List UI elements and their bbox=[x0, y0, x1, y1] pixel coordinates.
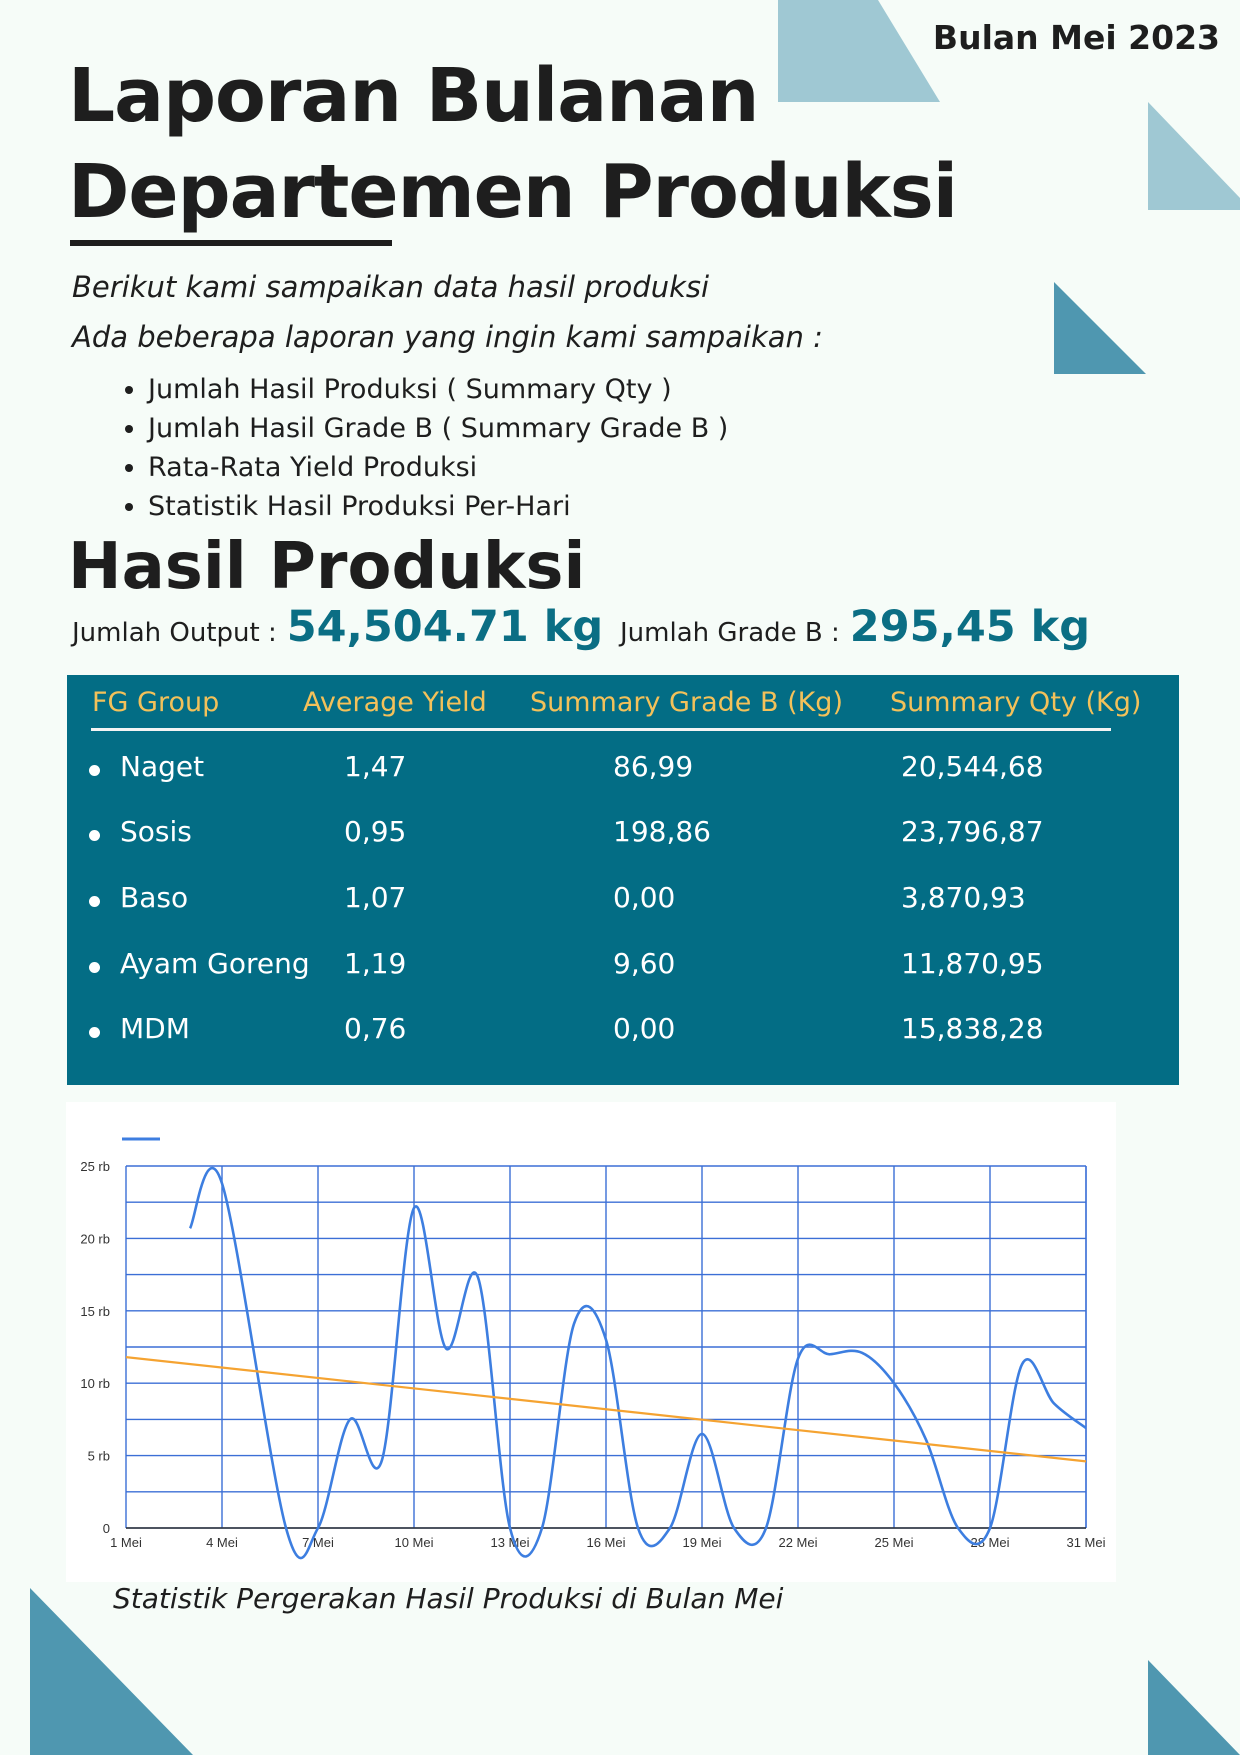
x-tick-label: 13 Mei bbox=[490, 1535, 530, 1550]
cell-average-yield: 0,95 bbox=[344, 815, 407, 848]
list-item: • Statistik Hasil Produksi Per-Hari bbox=[148, 487, 728, 526]
cell-fg-group: Ayam Goreng bbox=[120, 947, 310, 980]
gradeb-summary bbox=[620, 602, 1090, 652]
decorative-triangle-right-top bbox=[1148, 102, 1240, 210]
gradeb-label: Jumlah Grade B : bbox=[620, 618, 840, 648]
output-value: 54,504.71 kg bbox=[286, 602, 604, 652]
table-row bbox=[67, 947, 1179, 997]
header-summary-grade-b: Summary Grade B (Kg) bbox=[530, 687, 843, 718]
cell-grade-b: 198,86 bbox=[613, 815, 711, 848]
title-line-1: Laporan Bulanan bbox=[68, 53, 759, 139]
cell-average-yield: 0,76 bbox=[344, 1012, 407, 1045]
x-tick-label: 22 Mei bbox=[778, 1535, 818, 1550]
decorative-triangle-bottom-right bbox=[1148, 1660, 1240, 1755]
cell-qty: 3,870,93 bbox=[901, 881, 1026, 914]
y-tick-label: 0 bbox=[102, 1521, 110, 1536]
series-line-daily bbox=[190, 1168, 1086, 1558]
intro-line-2: Ada beberapa laporan yang ingin kami sampaikan : bbox=[72, 320, 823, 354]
cell-fg-group: Baso bbox=[120, 881, 189, 914]
page-title bbox=[68, 48, 957, 240]
cell-grade-b: 0,00 bbox=[613, 1012, 676, 1045]
bullet-dot bbox=[89, 896, 100, 907]
cell-fg-group: MDM bbox=[120, 1012, 190, 1045]
x-tick-label: 10 Mei bbox=[394, 1535, 434, 1550]
output-label: Jumlah Output : bbox=[72, 618, 277, 648]
x-tick-label: 7 Mei bbox=[302, 1535, 334, 1550]
cell-fg-group: Sosis bbox=[120, 815, 192, 848]
intro-line-1: Berikut kami sampaikan data hasil produksi bbox=[72, 270, 710, 304]
header-summary-qty: Summary Qty (Kg) bbox=[890, 687, 1142, 718]
y-tick-label: 20 rb bbox=[80, 1231, 110, 1247]
cell-qty: 11,870,95 bbox=[901, 947, 1044, 980]
bullet-dot bbox=[89, 765, 100, 776]
cell-qty: 15,838,28 bbox=[901, 1012, 1044, 1045]
header-divider bbox=[91, 728, 1111, 731]
header-average-yield: Average Yield bbox=[303, 687, 487, 718]
bullet-dot bbox=[89, 1027, 100, 1038]
y-tick-label: 25 rb bbox=[80, 1159, 110, 1174]
x-tick-label: 25 Mei bbox=[874, 1535, 914, 1550]
cell-grade-b: 0,00 bbox=[613, 881, 676, 914]
cell-average-yield: 1,19 bbox=[344, 947, 407, 980]
report-list bbox=[110, 370, 728, 526]
section-title: Hasil Produksi bbox=[68, 530, 586, 604]
cell-average-yield: 1,47 bbox=[344, 750, 407, 783]
cell-qty: 23,796,87 bbox=[901, 815, 1044, 848]
x-tick-label: 28 Mei bbox=[970, 1535, 1010, 1550]
production-table bbox=[67, 675, 1179, 1085]
y-tick-label: 5 rb bbox=[87, 1448, 110, 1464]
decorative-triangle-right-mid bbox=[1054, 282, 1146, 374]
x-tick-label: 31 Mei bbox=[1066, 1535, 1106, 1550]
cell-qty: 20,544,68 bbox=[901, 750, 1044, 783]
bullet-dot bbox=[89, 830, 100, 841]
output-summary bbox=[72, 602, 603, 652]
production-line-chart bbox=[66, 1102, 1116, 1582]
chart-panel bbox=[66, 1102, 1116, 1582]
cell-grade-b: 9,60 bbox=[613, 947, 676, 980]
title-line-2: Departemen Produksi bbox=[68, 149, 958, 235]
report-period: Bulan Mei 2023 bbox=[932, 18, 1220, 57]
title-underline bbox=[70, 240, 392, 246]
y-tick-label: 15 rb bbox=[80, 1303, 110, 1319]
cell-fg-group: Naget bbox=[120, 750, 205, 783]
x-tick-label: 4 Mei bbox=[206, 1535, 238, 1550]
table-row bbox=[67, 750, 1179, 800]
list-item: • Jumlah Hasil Produksi ( Summary Qty ) bbox=[148, 370, 728, 409]
gradeb-value: 295,45 kg bbox=[849, 602, 1091, 652]
bullet-dot bbox=[89, 962, 100, 973]
table-row bbox=[67, 1012, 1179, 1062]
table-row bbox=[67, 815, 1179, 865]
x-tick-label: 19 Mei bbox=[682, 1535, 722, 1550]
list-item: • Jumlah Hasil Grade B ( Summary Grade B ) bbox=[148, 409, 728, 448]
chart-caption: Statistik Pergerakan Hasil Produksi di Bulan Mei bbox=[113, 1582, 784, 1615]
y-tick-label: 10 rb bbox=[80, 1376, 110, 1392]
header-fg-group: FG Group bbox=[92, 687, 220, 718]
table-row bbox=[67, 881, 1179, 931]
x-tick-label: 1 Mei bbox=[110, 1535, 142, 1550]
x-tick-label: 16 Mei bbox=[586, 1535, 626, 1550]
cell-grade-b: 86,99 bbox=[613, 750, 694, 783]
list-item: • Rata-Rata Yield Produksi bbox=[148, 448, 728, 487]
cell-average-yield: 1,07 bbox=[344, 881, 407, 914]
